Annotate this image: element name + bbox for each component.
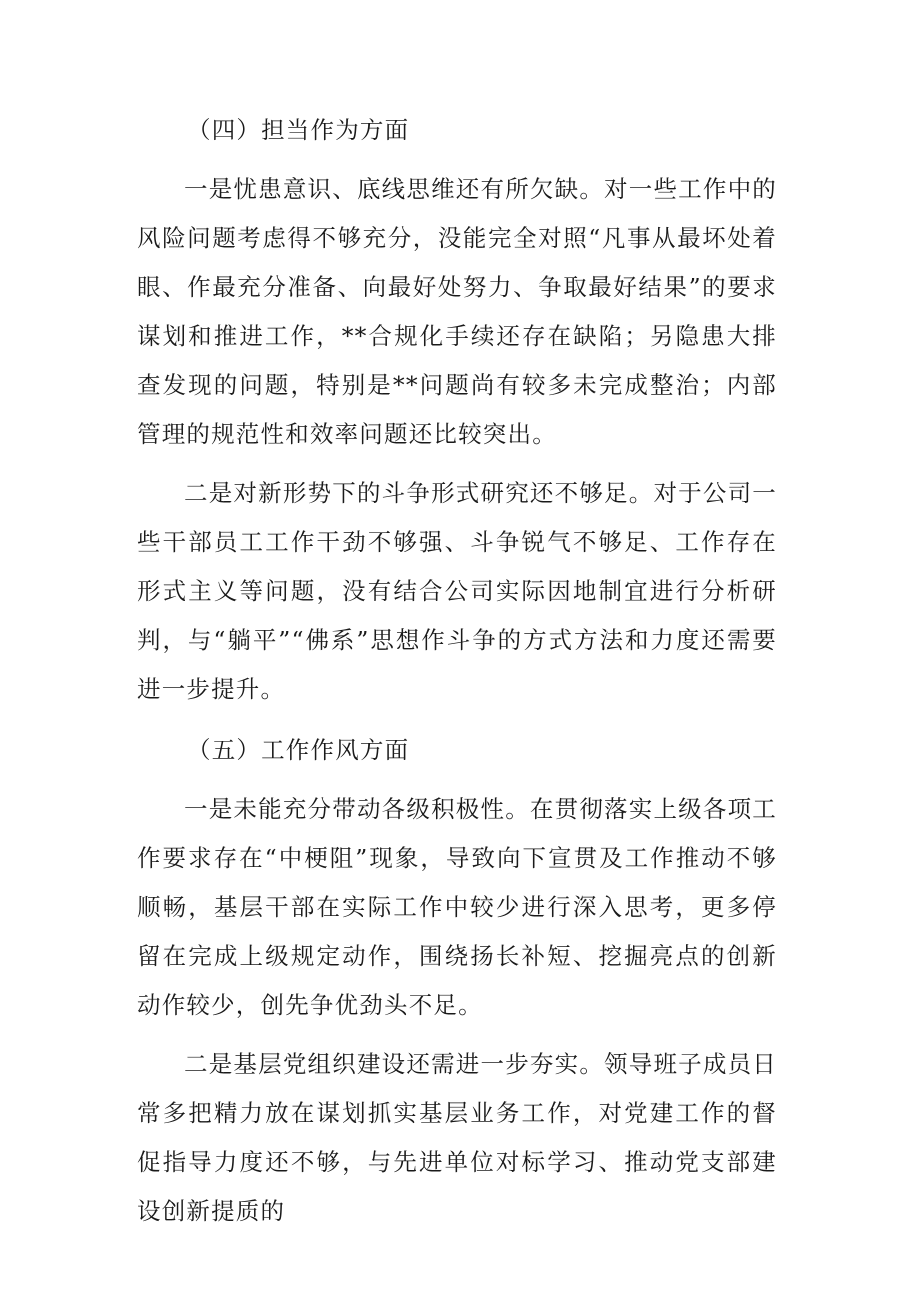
document-body [137,106,777,1246]
paragraph-4-2: 二是对新形势下的斗争形式研究还不够足。对于公司一些干部员工工作干劲不够强、斗争锐气不够足、工作存在形式主义等问题，没有结合公司实际因地制宜进行分析研判，与“躺平”“佛系”思想作斗争的方式方法和力度还需要进一步提升。 [137,479,777,703]
section-heading-4: （四）担当作为方面 [187,116,410,144]
paragraph-4-1: 一是忧患意识、底线思维还有所欠缺。对一些工作中的风险问题考虑得不够充分，没能完全对照“凡事从最坏处着眼、作最充分准备、向最好处努力、争取最好结果”的要求谋划和推进工作，**合规化手续还存在缺陷；另隐患大排查发现的问题，特别是**问题尚有较多未完成整治；内部管理的规范性和效率问题还比较突出。 [137,175,777,448]
paragraph-5-2: 二是基层党组织建设还需进一步夯实。领导班子成员日常多把精力放在谋划抓实基层业务工作，对党建工作的督促指导力度还不够，与先进单位对标学习、推动党支部建设创新提质的 [137,1050,777,1225]
paragraph-5-1: 一是未能充分带动各级积极性。在贯彻落实上级各项工作要求存在“中梗阻”现象，导致向下宣贯及工作推动不够顺畅，基层干部在实际工作中较少进行深入思考，更多停留在完成上级规定动作，围绕扬长补短、挖掘亮点的创新动作较少，创先争优劲头不足。 [137,795,777,1019]
section-heading-5: （五）工作作风方面 [187,736,410,764]
